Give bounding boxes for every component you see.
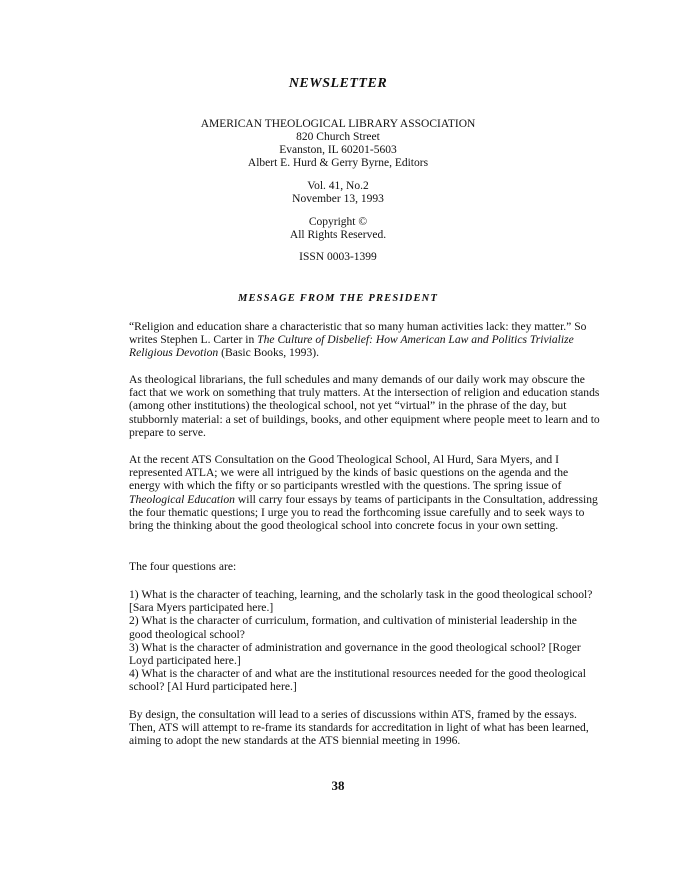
journal-title: Theological Education [129, 492, 235, 506]
rights-line: All Rights Reserved. [289, 229, 387, 241]
page-number: 38 [331, 778, 345, 793]
copyright-block [0, 216, 676, 242]
volume-number: Vol. 41, No.2 [307, 180, 369, 192]
paragraph-librarians [129, 373, 601, 439]
city-address: Evanston, IL 60201-5603 [279, 144, 397, 156]
publisher-citation: (Basic Books, 1993). [218, 346, 319, 360]
questions-list [129, 588, 601, 694]
issue-info [0, 180, 676, 206]
paragraph-questions-intro [129, 560, 601, 573]
copyright-line: Copyright © [308, 216, 368, 228]
paragraph-quote [129, 320, 601, 360]
editors-line: Albert E. Hurd & Gerry Byrne, Editors [247, 157, 429, 169]
book-title: The Culture of Disbelief: How American Law and Politics Trivialize Religious Devotion [129, 333, 574, 360]
issue-date: November 13, 1993 [292, 193, 384, 205]
question-1: 1) What is the character of teaching, learning, and the scholarly task in the good theological school? [Sara Myers participated here.] [129, 588, 593, 615]
message-heading: MESSAGE FROM THE PRESIDENT [237, 293, 439, 304]
consultation-text-b: will carry four essays by teams of participants in the Consultation, addressing the four thematic questions; I urge you to read the forthcoming issue carefully and to seek ways to bring the thinking about the good theological school into concrete focus in your own setting. [129, 492, 598, 533]
question-3: 3) What is the character of administration and governance in the good theological school? [Roger Loyd participated here.] [129, 640, 581, 668]
questions-intro-text: The four questions are: [129, 560, 237, 573]
paragraph-design [129, 708, 601, 748]
newsletter-title: NEWSLETTER [288, 76, 388, 91]
issn-number: ISSN 0003-1399 [299, 251, 377, 263]
paragraph-consultation [129, 453, 601, 532]
organization-name: AMERICAN THEOLOGICAL LIBRARY ASSOCIATION [200, 118, 476, 130]
question-4: 4) What is the character of and what are the institutional resources needed for the good theological school? [Al Hurd participated here.] [129, 667, 586, 694]
consultation-text-a: At the recent ATS Consultation on the Good Theological School, Al Hurd, Sara Myers, and I represented ATLA; we were all intrigued by the kinds of basic questions on the agenda and the energy with which the fifty or so participants wrestled with the questions. The spring issue of [129, 453, 569, 493]
question-2: 2) What is the character of curriculum, formation, and cultivation of ministerial leadership in the good theological school? [129, 614, 577, 641]
paragraph-librarians-text: As theological librarians, the full schedules and many demands of our daily work may obscure the fact that we work on something that truly matters. At the intersection of religion and education stands (among other institutions) the theological school, not yet “virtual” in the phrase of the day, but stubbornly material: a set of buildings, books, and other equipment where people meet to learn and to prepare to serve. [129, 373, 600, 439]
masthead [0, 118, 676, 170]
street-address: 820 Church Street [296, 131, 380, 143]
paragraph-design-text: By design, the consultation will lead to a series of discussions within ATS, framed by the essays. Then, ATS will attempt to re-frame its standards for accreditation in light of what has been learned, aiming to adopt the new standards at the ATS biennial meeting in 1996. [129, 708, 589, 748]
quote-text: “Religion and education share a characteristic that so many human activities lack: they matter.” So writes Stephen L. Carter in [129, 320, 587, 347]
